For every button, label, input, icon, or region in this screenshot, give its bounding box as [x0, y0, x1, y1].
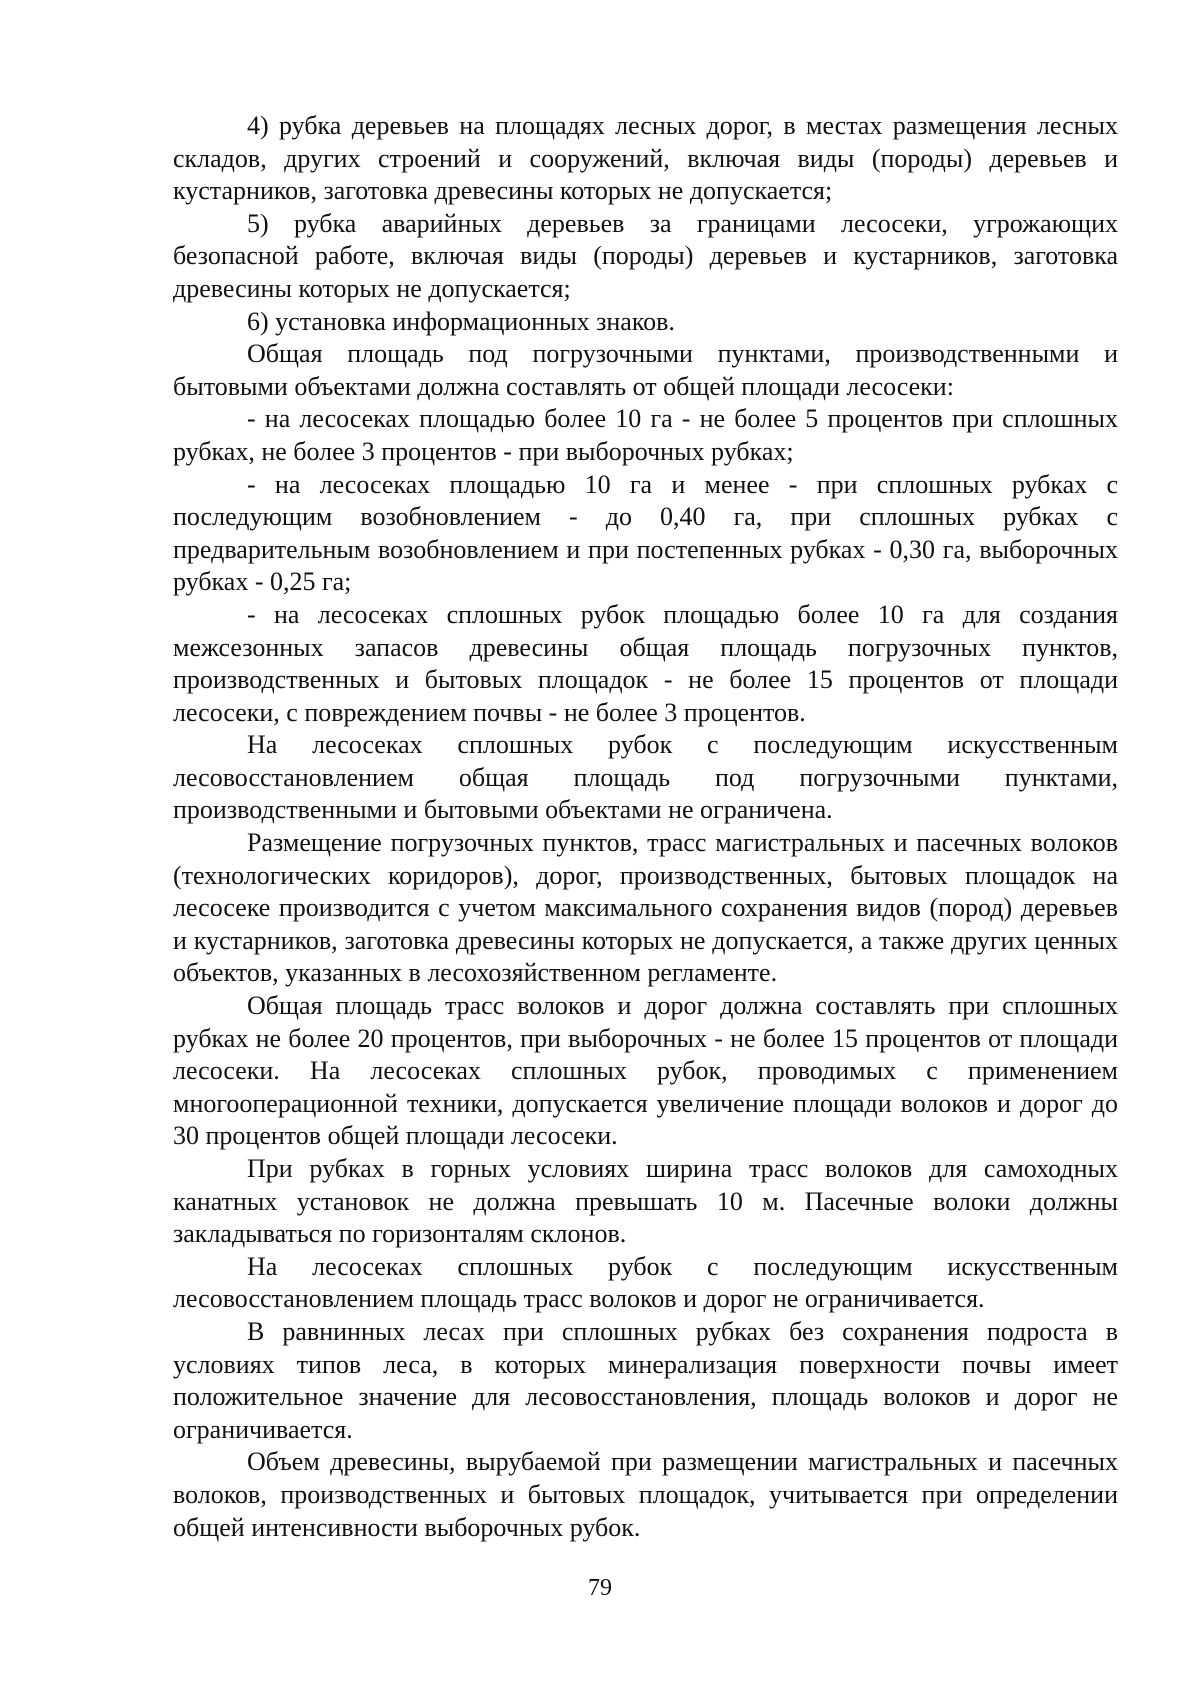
paragraph-unlimited-trails: На лесосеках сплошных рубок с последующим искусственным лесовосстановлением площадь трасс волоков и дорог не ограничивается.: [173, 1251, 1118, 1314]
paragraph-skid-trails-area: Общая площадь трасс волоков и дорог должна составлять при сплошных рубках не более 20 процентов, при выборочных - не более 15 процентов от площади лесосеки. На лесосеках сплошных рубок, проводимых с применением многооперационной техники, допускается увеличение площади волоков и дорог до 30 процентов общей площади лесосеки.: [173, 991, 1118, 1151]
paragraph-plain-forests: В равнинных лесах при сплошных рубках без сохранения подроста в условиях типов леса, в которых минерализация поверхности почвы имеет положительное значение для лесовосстановления, площадь волоков и дорог не ограничивается.: [173, 1316, 1118, 1444]
paragraph-bullet-seasonal-reserves: - на лесосеках сплошных рубок площадью более 10 га для создания межсезонных запасов древесины общая площадь погрузочных пунктов, производственных и бытовых площадок - не более 15 процентов от площади лесосеки, с повреждением почвы - не более 3 процентов.: [173, 599, 1118, 727]
paragraph-wood-volume: Объем древесины, вырубаемой при размещении магистральных и пасечных волоков, производственных и бытовых площадок, учитывается при определении общей интенсивности выборочных рубок.: [173, 1447, 1118, 1542]
paragraph-item-5: 5) рубка аварийных деревьев за границами лесосеки, угрожающих безопасной работе, включая виды (породы) деревьев и кустарников, заготовка древесины которых не допускается;: [173, 208, 1118, 303]
page-number: 79: [588, 1575, 612, 1601]
paragraph-mountain-conditions: При рубках в горных условиях ширина трасс волоков для самоходных канатных установок не должна превышать 10 м. Пасечные волоки должны закладываться по горизонталям склонов.: [173, 1154, 1118, 1249]
document-page: [173, 110, 1118, 1544]
paragraph-loading-area-intro: Общая площадь под погрузочными пунктами, производственными и бытовыми объектами должна составлять от общей площади лесосеки:: [173, 339, 1118, 401]
paragraph-placement: Размещение погрузочных пунктов, трасс магистральных и пасечных волоков (технологических коридоров), дорог, производственных, бытовых площадок на лесосеке производится с учетом максимального сохранения видов (пород) деревьев и кустарников, заготовка древесины которых не допускается, а также других ценных объектов, указанных в лесохозяйственном регламенте.: [173, 828, 1118, 988]
paragraph-bullet-10ha-or-less: - на лесосеках площадью 10 га и менее - при сплошных рубках с последующим возобновлением - до 0,40 га, при сплошных рубках с предварительным возобновлением и при постепенных рубках - 0,30 га, выборочных рубках - 0,25 га;: [173, 469, 1118, 597]
paragraph-bullet-over-10ha: - на лесосеках площадью более 10 га - не более 5 процентов при сплошных рубках, не более 3 процентов - при выборочных рубках;: [173, 404, 1118, 466]
paragraph-artificial-reforestation: На лесосеках сплошных рубок с последующим искусственным лесовосстановлением общая площадь под погрузочными пунктами, производственными и бытовыми объектами не ограничена.: [173, 730, 1118, 825]
paragraph-item-6: 6) установка информационных знаков.: [247, 306, 675, 336]
paragraph-item-4: 4) рубка деревьев на площадях лесных дорог, в местах размещения лесных складов, других строений и сооружений, включая виды (породы) деревьев и кустарников, заготовка древесины которых не допускается;: [173, 111, 1118, 206]
